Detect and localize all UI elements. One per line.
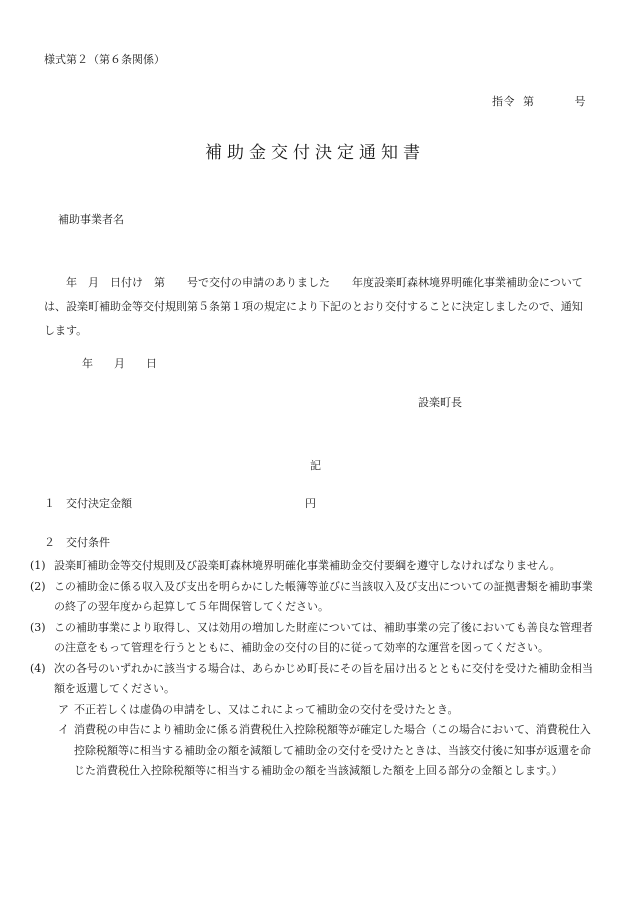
amount-unit: 円 xyxy=(305,497,316,510)
condition-sub-item: ア 不正若しくは虚偽の申請をし、又はこれによって補助金の交付を受けたとき。 xyxy=(58,702,459,716)
grant-amount-row xyxy=(44,496,344,513)
ki-heading: 記 xyxy=(310,459,321,472)
date-day: 日 xyxy=(146,357,158,370)
condition-item: (2) この補助金に係る収入及び支出を明らかにした帳簿等並びに当該収入及び支出についての証拠書類を補助事業の終了の翌年度から起算して５年間保管してください。 xyxy=(30,579,593,613)
mayor-signature-line: 設楽町長 xyxy=(418,396,462,409)
recipient-label: 補助事業者名 xyxy=(58,213,124,226)
conditions-list xyxy=(30,556,600,782)
conditions-heading: ２ 交付条件 xyxy=(44,536,110,549)
condition-sub-item: イ 消費税の申告により補助金に係る消費税仕入控除税額等が確定した場合（この場合において、消費税仕入控除税額等に相当する補助金の額を減額して補助金の交付を受けたときは、当該交付後に知事が返還を命じた消費税仕入控除税額等に相当する補助金の額を当該減額した額を上回る部分の金額とします。） xyxy=(58,723,591,777)
document-title: 補助金交付決定通知書 xyxy=(205,143,425,163)
body-paragraph xyxy=(44,271,592,343)
date-month: 月 xyxy=(114,357,126,370)
body-text: 年 月 日付け 第 号で交付の申請のありました 年度設楽町森林境界明確化事業補助金については、設楽町補助金等交付規則第５条第１項の規定により下記のとおり交付することに決定しましたので、通知します。 xyxy=(44,276,583,337)
order-go: 号 xyxy=(574,95,586,108)
order-dai: 第 xyxy=(523,95,535,108)
form-label: 様式第２（第６条関係） xyxy=(44,53,165,66)
condition-item: (4) 次の各号のいずれかに該当する場合は、あらかじめ町長にその旨を届け出るとともに交付を受けた補助金相当額を返還してください。 xyxy=(30,661,593,695)
order-number xyxy=(484,94,586,111)
date-year: 年 xyxy=(82,357,94,370)
amount-label: １ 交付決定金額 xyxy=(44,497,132,510)
condition-item: (1) 設楽町補助金等交付規則及び設楽町森林境界明確化事業補助金交付要綱を遵守しなければなりません。 xyxy=(30,559,561,572)
issue-date xyxy=(82,356,178,373)
order-shirei: 指令 xyxy=(492,95,515,108)
condition-item: (3) この補助事業により取得し、又は効用の増加した財産については、補助事業の完了後においても善良な管理者の注意をもって管理を行うとともに、補助金の交付の目的に従って効率的な運営を図ってください。 xyxy=(30,620,593,654)
